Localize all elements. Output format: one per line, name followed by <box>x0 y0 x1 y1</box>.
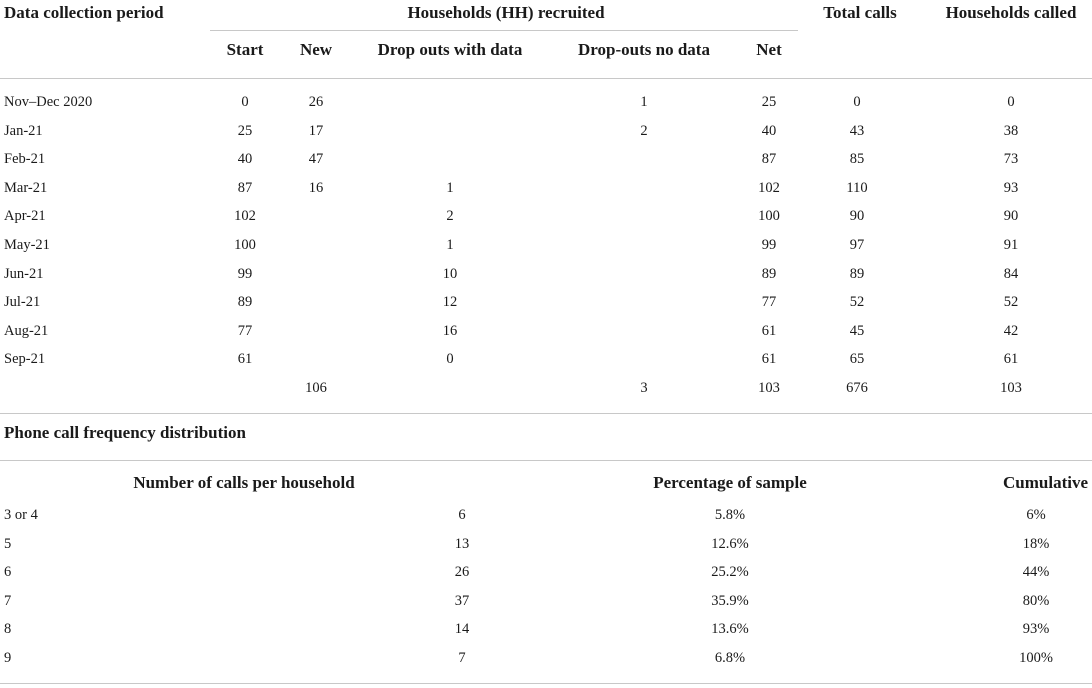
cell-net: 102 <box>758 179 780 196</box>
cell-start: 89 <box>237 294 253 311</box>
cell-cumulative: 100% <box>1019 650 1053 666</box>
cell-net: 40 <box>761 122 777 139</box>
cell-total-calls: 90 <box>849 208 865 225</box>
table1-bottom-rule <box>0 413 1092 414</box>
cell-calls-per-household: 3 or 4 <box>4 507 38 523</box>
cell-households-called: 0 <box>1007 94 1015 110</box>
cell-start: 0 <box>241 94 249 110</box>
cell-total-calls: 65 <box>849 351 865 368</box>
cell-household-count: 7 <box>458 650 466 666</box>
cell-dropouts-with-data: 12 <box>442 294 458 311</box>
header-cumulative: Cumulative <box>1003 473 1088 492</box>
cell-net: 89 <box>761 265 777 282</box>
cell-period: Mar-21 <box>4 179 48 196</box>
cell-total-calls: 676 <box>846 380 868 396</box>
cell-households-called: 52 <box>1003 294 1019 311</box>
cell-calls-per-household: 5 <box>4 535 12 552</box>
cell-net: 61 <box>761 351 777 368</box>
cell-period: Sep-21 <box>4 351 46 368</box>
header-bottom-rule <box>0 78 1092 79</box>
header-households-called: Households called <box>945 3 1077 22</box>
cell-dropouts-with-data: 1 <box>446 237 454 253</box>
cell-total-calls: 89 <box>849 265 865 282</box>
cell-cumulative: 44% <box>1022 564 1050 581</box>
header-total-calls: Total calls <box>823 3 897 22</box>
header-net: Net <box>756 40 782 59</box>
cell-household-count: 26 <box>454 564 470 581</box>
cell-net: 61 <box>761 322 777 339</box>
cell-dropouts-with-data: 1 <box>446 179 454 196</box>
header-data-collection-period: Data collection period <box>4 3 164 22</box>
cell-households-called: 42 <box>1003 322 1019 339</box>
cell-new: 16 <box>308 179 324 196</box>
cell-total-calls: 0 <box>853 94 861 110</box>
cell-dropouts-with-data: 0 <box>446 351 454 368</box>
cell-percentage: 35.9% <box>711 592 749 609</box>
cell-percentage: 25.2% <box>711 564 749 581</box>
header-households-recruited: Households (HH) recruited <box>407 3 605 22</box>
cell-percentage: 13.6% <box>711 621 749 638</box>
cell-households-called: 90 <box>1003 208 1019 225</box>
cell-cumulative: 80% <box>1022 592 1050 609</box>
cell-households-called: 103 <box>1000 380 1022 396</box>
cell-new: 17 <box>308 122 324 139</box>
cell-period: Jul-21 <box>4 294 41 311</box>
cell-period: Jan-21 <box>4 122 43 139</box>
cell-period: May-21 <box>4 237 50 253</box>
cell-start: 61 <box>237 351 253 368</box>
cell-households-called: 61 <box>1003 351 1019 368</box>
cell-percentage: 5.8% <box>714 507 746 523</box>
subheader-rule <box>210 30 798 31</box>
cell-period: Aug-21 <box>4 322 49 339</box>
header-dropouts-with-data: Drop outs with data <box>377 40 523 59</box>
cell-net: 99 <box>761 237 777 253</box>
cell-households-called: 91 <box>1003 237 1019 253</box>
cell-start: 25 <box>237 122 253 139</box>
table2-top-rule <box>0 460 1092 461</box>
cell-period: Apr-21 <box>4 208 46 225</box>
cell-start: 99 <box>237 265 253 282</box>
cell-households-called: 73 <box>1003 151 1019 168</box>
cell-percentage: 12.6% <box>711 535 749 552</box>
cell-calls-per-household: 8 <box>4 621 12 638</box>
cell-percentage: 6.8% <box>714 650 746 666</box>
cell-net: 77 <box>761 294 777 311</box>
table2-bottom-rule <box>0 683 1092 684</box>
cell-dropouts-with-data: 16 <box>442 322 458 339</box>
cell-cumulative: 6% <box>1026 507 1046 523</box>
cell-households-called: 93 <box>1003 179 1019 196</box>
section-title-call-frequency: Phone call frequency distribution <box>4 423 246 442</box>
cell-total-calls: 97 <box>849 237 865 253</box>
header-start: Start <box>226 40 264 59</box>
cell-cumulative: 93% <box>1022 621 1050 638</box>
cell-new: 106 <box>305 380 327 396</box>
cell-period: Jun-21 <box>4 265 44 282</box>
cell-total-calls: 110 <box>846 179 868 196</box>
header-dropouts-no-data: Drop-outs no data <box>578 40 710 59</box>
cell-total-calls: 85 <box>849 151 865 168</box>
cell-household-count: 14 <box>454 621 470 638</box>
cell-new: 26 <box>308 94 324 110</box>
cell-dropouts-no-data: 1 <box>640 94 648 110</box>
cell-start: 77 <box>237 322 253 339</box>
cell-net: 100 <box>758 208 780 225</box>
cell-period: Nov–Dec 2020 <box>4 94 93 110</box>
cell-household-count: 6 <box>458 507 466 523</box>
cell-start: 40 <box>237 151 253 168</box>
cell-cumulative: 18% <box>1022 535 1050 552</box>
cell-dropouts-no-data: 2 <box>640 122 648 139</box>
cell-net: 103 <box>758 380 780 396</box>
cell-total-calls: 52 <box>849 294 865 311</box>
header-new: New <box>299 40 333 59</box>
cell-dropouts-with-data: 10 <box>442 265 458 282</box>
cell-dropouts-no-data: 3 <box>640 380 648 396</box>
cell-calls-per-household: 7 <box>4 592 12 609</box>
cell-start: 100 <box>234 237 256 253</box>
cell-net: 25 <box>761 94 777 110</box>
header-calls-per-household: Number of calls per household <box>133 473 355 492</box>
cell-households-called: 38 <box>1003 122 1019 139</box>
header-percentage-of-sample: Percentage of sample <box>653 473 807 492</box>
cell-households-called: 84 <box>1003 265 1019 282</box>
cell-net: 87 <box>761 151 777 168</box>
cell-period: Feb-21 <box>4 151 46 168</box>
cell-start: 102 <box>234 208 256 225</box>
cell-start: 87 <box>237 179 253 196</box>
cell-household-count: 37 <box>454 592 470 609</box>
cell-total-calls: 45 <box>849 322 865 339</box>
cell-calls-per-household: 9 <box>4 650 12 666</box>
cell-new: 47 <box>308 151 324 168</box>
cell-household-count: 13 <box>454 535 470 552</box>
cell-dropouts-with-data: 2 <box>446 208 454 225</box>
cell-total-calls: 43 <box>849 122 865 139</box>
cell-calls-per-household: 6 <box>4 564 12 581</box>
